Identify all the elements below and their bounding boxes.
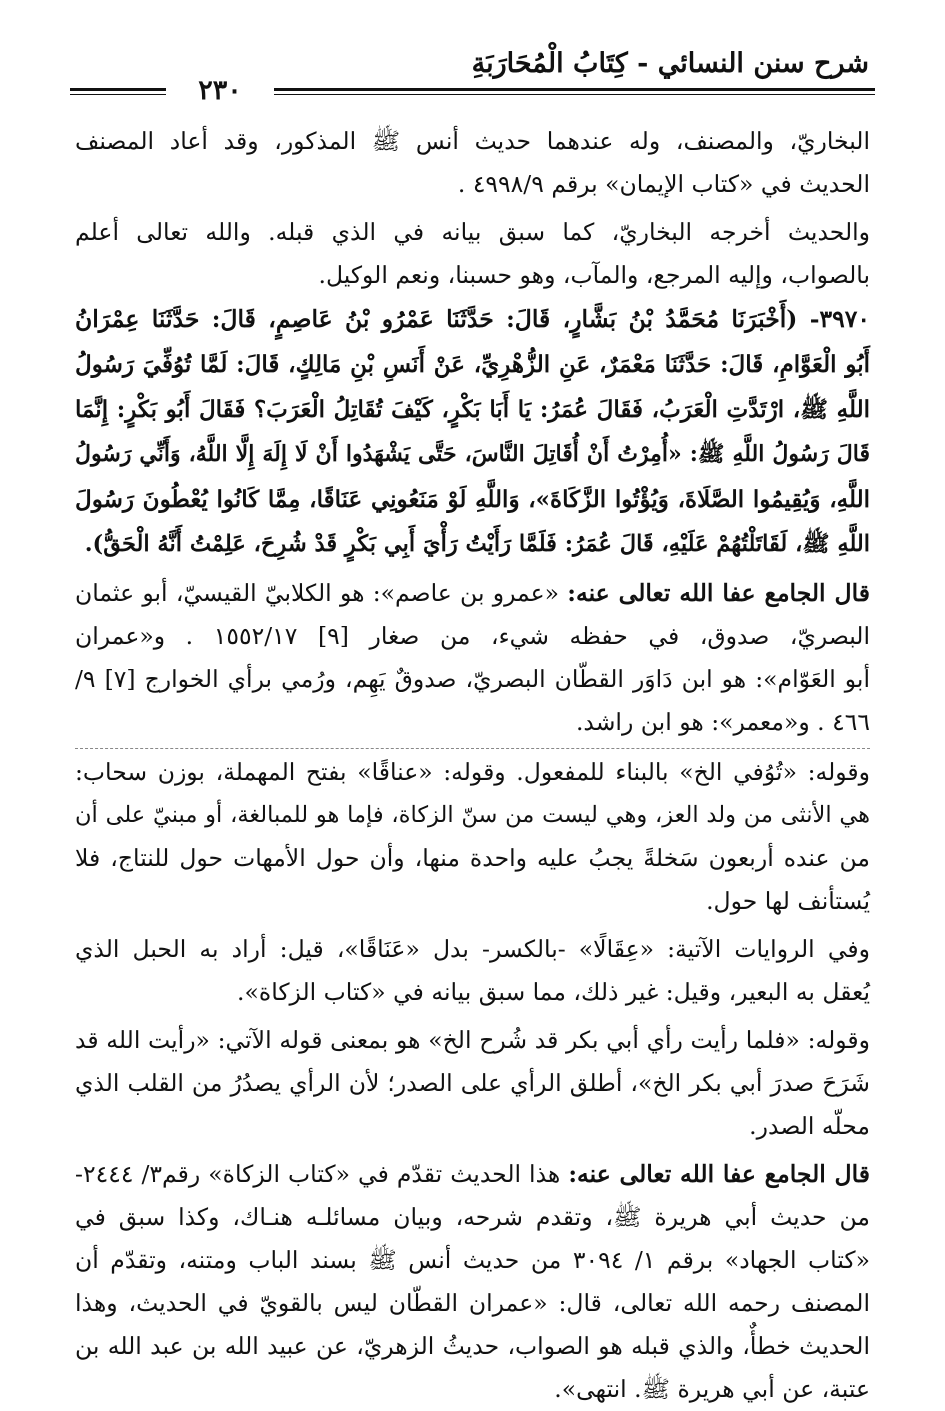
text-line: وقوله: «فلما رأيت رأي أبي بكر قد شُرح الخ» هو بمعنى قوله الآتي: «رأيت الله قد xyxy=(75,1026,870,1054)
text-line: هي الأنثى من ولد العز، وهي ليست من سنّ الزكاة، فإما هو للمبالغة، أو مبنيّ على أن xyxy=(75,802,870,828)
text-line: عتبة، عن أبي هريرة ﷺ. انتهى». xyxy=(554,1375,870,1403)
text-line: الحديث خطأٌ، والذي قبله هو الصواب، حديثُ الزهريّ، عن عبيد الله بن عبد الله بن xyxy=(75,1332,870,1360)
text-line xyxy=(75,1153,870,1196)
hadith-line: قَالَ رَسُولُ اللَّهِ ﷺ: «أُمِرْتُ أَنْ أُقَاتِلَ النَّاسَ، حَتَّى يَشْهَدُوا أَنْ لَا إِلَهَ إِلَّا اللَّهُ، وَأَنِّي رَسُولُ xyxy=(75,441,870,467)
text-line: يُعقل به البعير، وقيل: غير ذلك، مما سبق بيانه في «كتاب الزكاة». xyxy=(237,978,870,1006)
page-number: ٢٣٠ xyxy=(166,72,274,112)
text-line: البخاريّ، والمصنف، وله عندهما حديث أنس ﷺ المذكور، وقد أعاد المصنف xyxy=(75,127,870,155)
page-body xyxy=(75,120,870,1403)
hadith-line: اللَّهِ ﷺ، لَقَاتَلْتُهُمْ عَلَيْهِ، قَالَ عُمَرُ: فَلَمَّا رَأَيْتُ رَأْيَ أَبِي بَكْرٍ قَدْ شُرِحَ، عَلِمْتُ أَنَّهُ الْحَقُّ). xyxy=(84,531,870,557)
paragraph-lead: قال الجامع عفا الله تعالى عنه: xyxy=(568,1160,870,1188)
text-line: الحديث في «كتاب الإيمان» برقم ٤٩٩٨/٩ . xyxy=(457,170,870,198)
text-line: شَرَحَ صدرَ أبي بكر الخ»، أطلق الرأي على الصدر؛ لأن الرأي يصدُرُ من القلب الذي xyxy=(75,1069,870,1097)
text-run: «عمرو بن عاصم»: هو الكلابيّ القيسيّ، أبو عثمان xyxy=(75,579,568,607)
text-run: هذا الحديث تقدّم في «كتاب الزكاة» رقم٣/ ٢٤٤٤- xyxy=(75,1160,569,1188)
text-line: من حديث أبي هريرة ﷺ، وتقدم شرحه، وبيان مسائلـه هنـاك، وكذا سبق في xyxy=(75,1203,870,1231)
hadith-line: ٣٩٧٠- (أَخْبَرَنَا مُحَمَّدُ بْنُ بَشَّارٍ، قَالَ: حَدَّثَنَا عَمْرُو بْنُ عَاصِمٍ، قَالَ: حَدَّثَنَا عِمْرَانُ xyxy=(75,305,870,333)
text-line: من عنده أربعون سَخلةً يجبُ عليه واحدة منها، وأن حول الأمهات حول للنتاج، فلا xyxy=(75,844,870,872)
paragraph-separator xyxy=(75,748,870,749)
hadith-line: أَبُو الْعَوَّامِ، قَالَ: حَدَّثَنَا مَعْمَرٌ، عَنِ الزُّهْرِيِّ، عَنْ أَنَسِ بْنِ مَالِكٍ، قَالَ: لَمَّا تُوُفِّيَ رَسُولُ xyxy=(75,351,870,378)
hadith-line: اللَّهِ، وَيُقِيمُوا الصَّلَاةَ، وَيُؤْتُوا الزَّكَاةَ»، وَاللَّهِ لَوْ مَنَعُونِي عَنَاقًا، مِمَّا كَانُوا يُعْطُونَ رَسُولَ xyxy=(75,486,870,513)
text-line: محلّه الصدر. xyxy=(749,1112,870,1140)
hadith-line: اللَّهِ ﷺ، ارْتَدَّتِ الْعَرَبُ، فَقَالَ عُمَرُ: يَا أَبَا بَكْرٍ، كَيْفَ تُقَاتِلُ الْعَرَبَ؟ فَقَالَ أَبُو بَكْرٍ: إِنَّمَا xyxy=(75,396,870,423)
text-line: البصريّ، صدوق، في حفظه شيء، من صغار [٩] ١٥٥٢/١٧ . و«عمران xyxy=(75,622,870,650)
text-line: والحديث أخرجه البخاريّ، كما سبق بيانه في الذي قبله. والله تعالى أعلم xyxy=(75,218,870,246)
text-line: يُستأنف لها حول. xyxy=(706,887,870,915)
text-line: المصنف رحمه الله تعالى، قال: «عمران القطّان ليس بالقويّ في الحديث، وهذا xyxy=(75,1289,870,1317)
paragraph-lead: قال الجامع عفا الله تعالى عنه: xyxy=(567,579,870,607)
text-line: أبو العَوّام»: هو ابن دَاوَر القطّان البصريّ، صدوقٌ يَهِم، ورُمي برأي الخوارج [٧] ٩/ xyxy=(75,665,870,693)
text-line: وفي الروايات الآتية: «عِقَالًا» -بالكسر- بدل «عَنَاقًا»، قيل: أراد به الحبل الذي xyxy=(75,935,870,963)
text-line: ٤٦٦ . و«معمر»: هو ابن راشد. xyxy=(575,708,870,736)
text-line xyxy=(75,572,870,615)
text-line: بالصواب، وإليه المرجع، والمآب، وهو حسبنا، ونعم الوكيل. xyxy=(318,261,870,289)
running-head-title: شرح سنن النسائي - كِتَابُ الْمُحَارَبَةِ xyxy=(471,48,869,79)
text-line: «كتاب الجهاد» برقم ١/ ٣٠٩٤ من حديث أنس ﷺ بسند الباب ومتنه، وتقدّم أن xyxy=(75,1246,870,1274)
text-line: وقوله: «تُوُفي الخ» بالبناء للمفعول. وقوله: «عناقًا» بفتح المهملة، بوزن سحاب: xyxy=(75,758,870,786)
